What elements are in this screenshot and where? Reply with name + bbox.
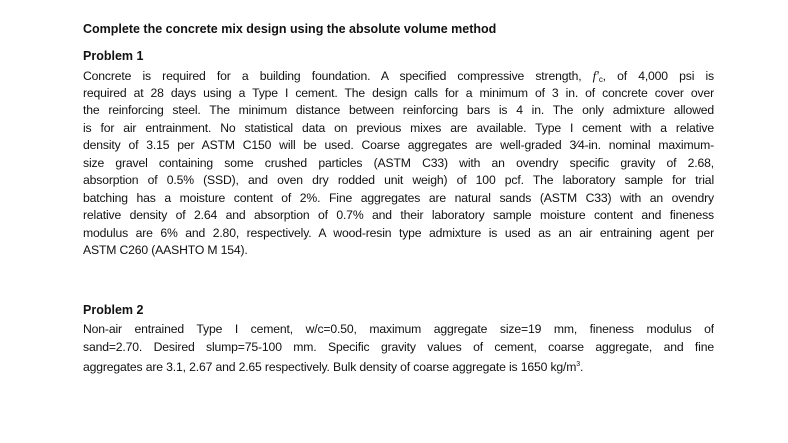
text-line: the reinforcing steel. The minimum distance between reinforcing bars is 4 in. The only admixture allowed: [83, 103, 714, 117]
superscript: 3: [576, 361, 581, 368]
text-line: density of 3.15 per ASTM C150 will be used. Coarse aggregates are well-graded 3⁄4-in. nominal maximum-: [83, 138, 714, 152]
text-line: is for air entrainment. No statistical data on previous mixes are available. Type I cement with a relative: [83, 120, 714, 135]
problem-2-heading: Problem 2: [83, 303, 144, 317]
strength-symbol: f′: [592, 68, 599, 83]
text-segment: Concrete is required for a building foundation. A specified compressive strength,: [83, 69, 593, 83]
page-title: Complete the concrete mix design using the absolute volume method: [83, 22, 497, 36]
text-line: absorption of 0.5% (SSD), and oven dry rodded unit weigh) of 100 pcf. The laboratory sample for trial: [83, 173, 714, 187]
strength-subscript: c: [598, 75, 603, 84]
text-line: Non-air entrained Type I cement, w/c=0.50, maximum aggregate size=19 mm, fineness modulus of: [83, 322, 714, 336]
text-segment: , of 4,000 psi is: [602, 69, 714, 83]
text-line: batching has a moisture content of 2%. Fine aggregates are natural sands (ASTM C33) with an ovendry: [83, 190, 714, 205]
problem-1-heading: Problem 1: [83, 49, 144, 63]
text-segment: .: [580, 360, 584, 374]
problem-2-text: [83, 321, 714, 374]
text-line: required at 28 days using a Type I cement. The design calls for a minimum of 3 in. of concrete cover over: [83, 85, 714, 100]
text-segment: aggregates are 3.1, 2.67 and 2.65 respectively. Bulk density of coarse aggregate is 1650 kg/m: [83, 360, 577, 374]
text-line: size gravel containing some crushed particles (ASTM C33) with an ovendry specific gravity of 2.68,: [83, 155, 714, 170]
text-line: relative density of 2.64 and absorption of 0.7% and their laboratory sample moisture content and fineness: [83, 208, 714, 222]
text-line: [83, 356, 714, 374]
text-line: [83, 67, 714, 85]
problem-1-text: [83, 67, 714, 260]
text-line: modulus are 6% and 2.80, respectively. A wood-resin type admixture is used as an air entraining agent per: [83, 225, 714, 240]
text-line: sand=2.70. Desired slump=75-100 mm. Specific gravity values of cement, coarse aggregate, and fine: [83, 339, 714, 354]
text-line: ASTM C260 (AASHTO M 154).: [83, 243, 248, 257]
